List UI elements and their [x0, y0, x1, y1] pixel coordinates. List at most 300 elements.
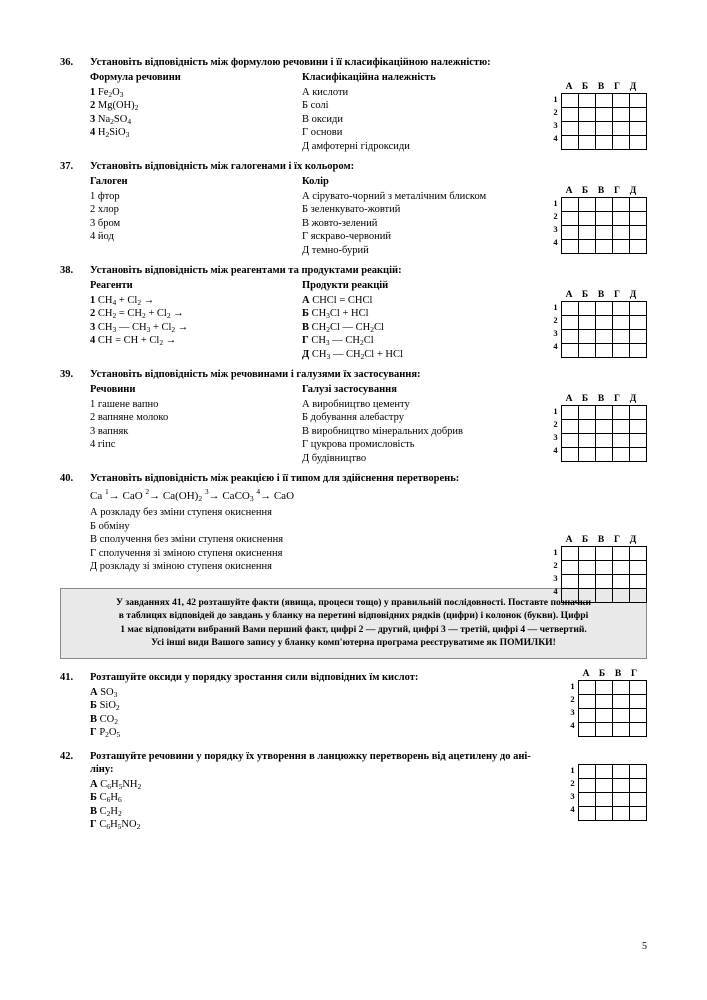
- grid-cell[interactable]: [630, 136, 647, 150]
- grid-cell[interactable]: [630, 330, 647, 344]
- grid-cell[interactable]: [613, 589, 630, 603]
- table-row[interactable]: [562, 589, 647, 603]
- grid-letter-g: Г: [613, 82, 621, 92]
- task-40-grid-table[interactable]: [561, 546, 647, 603]
- grid-cell[interactable]: [613, 226, 630, 240]
- grid-cell[interactable]: [630, 792, 647, 806]
- table-row[interactable]: [562, 136, 647, 150]
- grid-cell[interactable]: [613, 122, 630, 136]
- table-row[interactable]: [562, 302, 647, 316]
- task-42: [60, 750, 647, 832]
- grid-cell[interactable]: [630, 420, 647, 434]
- grid-cell[interactable]: [562, 406, 579, 420]
- task-37-grid-letters: [561, 186, 647, 197]
- task-39-title: Установіть відповідність між речовинами і галузями їх застосування:: [90, 369, 421, 380]
- task-38-right-item-b: Б $CH_3Cl$ + HCl: [302, 308, 369, 320]
- table-row[interactable]: [562, 212, 647, 226]
- grid-cell[interactable]: [630, 547, 647, 561]
- grid-cell[interactable]: [579, 575, 596, 589]
- grid-cell[interactable]: [579, 330, 596, 344]
- grid-cell[interactable]: [630, 94, 647, 108]
- grid-row-1: 1: [570, 680, 575, 691]
- task-42-title: Розташуйте речовини у порядку їх утворення в ланцюжку перетворень від ацетилену до ані-: [90, 750, 531, 762]
- task-39-right-item-g: Г цукрова промисловість: [302, 439, 415, 450]
- task-37-grid-table[interactable]: [561, 197, 647, 254]
- task-39-right-item-a: А виробництво цементу: [302, 398, 410, 410]
- grid-cell[interactable]: [596, 575, 613, 589]
- grid-letter-b: Б: [581, 535, 589, 545]
- grid-cell[interactable]: [579, 406, 596, 420]
- table-row[interactable]: [562, 198, 647, 212]
- task-42-answer-grid[interactable]: [567, 764, 647, 821]
- task-41-option-g: Г $P_2O_5$: [90, 727, 121, 739]
- task-36-left-item-3: 3 $Na_2SO_4$: [90, 113, 132, 126]
- task-40-number: 40.: [60, 473, 74, 484]
- grid-cell[interactable]: [613, 316, 630, 330]
- table-row[interactable]: [579, 694, 647, 708]
- grid-cell[interactable]: [630, 575, 647, 589]
- grid-cell[interactable]: [613, 547, 630, 561]
- grid-letter-b: Б: [598, 668, 606, 679]
- grid-cell[interactable]: [630, 240, 647, 254]
- grid-cell[interactable]: [630, 316, 647, 330]
- table-row[interactable]: [579, 722, 647, 736]
- grid-cell[interactable]: [579, 778, 596, 792]
- task-36-right-header: Класифікаційна належність: [302, 72, 436, 83]
- grid-cell[interactable]: [630, 764, 647, 778]
- task-36-grid-table[interactable]: [561, 93, 647, 150]
- grid-cell[interactable]: [630, 589, 647, 603]
- task-38-title: Установіть відповідність між реагентами та продуктами реакцій:: [90, 265, 402, 276]
- grid-cell[interactable]: [596, 806, 613, 820]
- grid-cell[interactable]: [579, 680, 596, 694]
- grid-letter-d: Д: [629, 186, 637, 196]
- task-38-heading: [60, 264, 647, 277]
- task-36-left-item-4: 4 $H_2SiO_3$: [90, 127, 130, 139]
- grid-cell[interactable]: [596, 108, 613, 122]
- grid-cell[interactable]: [613, 806, 630, 820]
- task-38-right-item-g: Г $CH_3$ — $CH_2Cl$: [302, 335, 374, 347]
- grid-cell[interactable]: [579, 94, 596, 108]
- grid-cell[interactable]: [562, 575, 579, 589]
- task-37-left-header: Галоген: [90, 176, 128, 187]
- task-37-left-item-2: 2 хлор: [90, 204, 119, 215]
- grid-cell[interactable]: [630, 694, 647, 708]
- grid-cell[interactable]: [562, 136, 579, 150]
- task-42-grid-rownums: [567, 764, 578, 821]
- grid-row-2: 2: [553, 107, 558, 117]
- grid-cell[interactable]: [630, 806, 647, 820]
- grid-letter-a: А: [565, 290, 573, 300]
- grid-cell[interactable]: [596, 680, 613, 694]
- grid-letter-v: В: [597, 394, 605, 404]
- instruction-note-line-2: в таблицях відповідей до завдань у бланку на перетині відповідних рядків (цифри) і колонок (букви). Цифрі: [118, 610, 589, 621]
- task-40-option-d: Д розкладу зі зміною ступеня окиснення: [90, 561, 272, 572]
- grid-cell[interactable]: [630, 226, 647, 240]
- grid-cell[interactable]: [562, 198, 579, 212]
- grid-cell[interactable]: [630, 212, 647, 226]
- table-row[interactable]: [579, 806, 647, 820]
- task-36-left-item-1: 1 $Fe_2O_3$: [90, 86, 124, 99]
- task-39-left-item-4: 4 гіпс: [90, 439, 116, 450]
- task-38-grid-table[interactable]: [561, 301, 647, 358]
- grid-row-4: 4: [553, 445, 558, 455]
- grid-cell[interactable]: [579, 764, 596, 778]
- grid-letter-v: В: [614, 668, 622, 679]
- task-41-heading: [60, 668, 647, 684]
- grid-cell[interactable]: [562, 226, 579, 240]
- grid-cell[interactable]: [613, 434, 630, 448]
- task-38-left-header: Реагенти: [90, 280, 133, 291]
- grid-cell[interactable]: [613, 694, 630, 708]
- task-41-title: Розташуйте оксиди у порядку зростання сили відповідних їм кислот:: [90, 671, 419, 683]
- grid-letter-b: Б: [581, 82, 589, 92]
- task-40-option-b: Б обміну: [90, 520, 130, 532]
- table-row[interactable]: [562, 240, 647, 254]
- table-row[interactable]: [562, 434, 647, 448]
- grid-cell[interactable]: [579, 547, 596, 561]
- task-39-right-item-b: Б добування алебастру: [302, 412, 405, 423]
- table-row[interactable]: [562, 316, 647, 330]
- grid-row-4: 4: [570, 719, 575, 730]
- task-39: [60, 368, 647, 465]
- grid-cell[interactable]: [579, 420, 596, 434]
- grid-cell[interactable]: [630, 198, 647, 212]
- grid-row-2: 2: [553, 419, 558, 429]
- grid-cell[interactable]: [562, 94, 579, 108]
- grid-letter-v: В: [597, 82, 605, 92]
- task-36-answer-grid[interactable]: [550, 82, 647, 150]
- grid-cell[interactable]: [630, 561, 647, 575]
- grid-cell[interactable]: [596, 589, 613, 603]
- task-38-grid-letters: [561, 290, 647, 301]
- grid-row-4: 4: [570, 803, 575, 814]
- grid-cell[interactable]: [562, 344, 579, 358]
- task-41-grid-rownums: [567, 680, 578, 737]
- task-37-title: Установіть відповідність між галогенами і їх кольором:: [90, 161, 355, 172]
- grid-cell[interactable]: [562, 212, 579, 226]
- grid-cell[interactable]: [630, 434, 647, 448]
- grid-cell[interactable]: [579, 708, 596, 722]
- table-row[interactable]: [562, 344, 647, 358]
- grid-cell[interactable]: [613, 108, 630, 122]
- grid-cell[interactable]: [562, 108, 579, 122]
- task-36-right-item-b: Б солі: [302, 100, 329, 111]
- grid-cell[interactable]: [630, 108, 647, 122]
- grid-letter-a: А: [565, 186, 573, 196]
- table-row[interactable]: [562, 561, 647, 575]
- table-row[interactable]: [562, 108, 647, 122]
- task-38-number: 38.: [60, 265, 74, 276]
- grid-cell[interactable]: [613, 330, 630, 344]
- task-36-right-item-v: В оксиди: [302, 113, 343, 125]
- grid-cell[interactable]: [613, 575, 630, 589]
- grid-cell[interactable]: [596, 406, 613, 420]
- task-38-right-item-v: В $CH_2Cl$ — $CH_2Cl$: [302, 321, 384, 334]
- task-39-left-item-2: 2 вапняне молоко: [90, 412, 169, 423]
- table-row[interactable]: [562, 420, 647, 434]
- grid-cell[interactable]: [630, 344, 647, 358]
- grid-cell[interactable]: [596, 122, 613, 136]
- grid-row-3: 3: [553, 328, 558, 338]
- grid-cell[interactable]: [579, 694, 596, 708]
- grid-cell[interactable]: [630, 302, 647, 316]
- grid-cell[interactable]: [613, 420, 630, 434]
- instruction-note-line-3: 1 має відповідати вибраний Вами перший факт, цифрі 2 — другий, цифрі 3 — третій, цифрі 4 — четвертий.: [120, 623, 587, 635]
- grid-row-2: 2: [553, 315, 558, 325]
- task-41-answer-grid[interactable]: [567, 669, 647, 737]
- grid-cell[interactable]: [562, 561, 579, 575]
- task-36-left-header: Формула речовини: [90, 72, 181, 83]
- task-39-grid-table[interactable]: [561, 405, 647, 462]
- grid-cell[interactable]: [596, 198, 613, 212]
- grid-cell[interactable]: [613, 778, 630, 792]
- task-42-option-a: А $C_6H_5NH_2$: [90, 778, 142, 791]
- grid-row-1: 1: [553, 94, 558, 104]
- grid-cell[interactable]: [613, 792, 630, 806]
- table-row[interactable]: [562, 94, 647, 108]
- grid-cell[interactable]: [596, 302, 613, 316]
- grid-cell[interactable]: [596, 561, 613, 575]
- grid-cell[interactable]: [630, 680, 647, 694]
- grid-cell[interactable]: [579, 122, 596, 136]
- instruction-note-line-4: Усі інші види Вашого запису у бланку комп'ютерна програма реєструватиме як ПОМИЛКИ!: [151, 637, 556, 648]
- table-row[interactable]: [562, 406, 647, 420]
- table-row[interactable]: [579, 708, 647, 722]
- task-40-grid-rownums: [550, 546, 561, 603]
- grid-cell[interactable]: [596, 764, 613, 778]
- table-row[interactable]: [562, 330, 647, 344]
- grid-row-3: 3: [570, 706, 575, 717]
- grid-cell[interactable]: [579, 226, 596, 240]
- grid-cell[interactable]: [562, 547, 579, 561]
- grid-cell[interactable]: [596, 316, 613, 330]
- grid-cell[interactable]: [613, 302, 630, 316]
- grid-cell[interactable]: [596, 212, 613, 226]
- grid-cell[interactable]: [613, 198, 630, 212]
- task-42-option-b: Б $C_6H_6$: [90, 792, 122, 804]
- task-41-option-a: А $SO_3$: [90, 686, 118, 699]
- task-41-grid-table[interactable]: [578, 680, 647, 737]
- grid-row-4: 4: [553, 133, 558, 143]
- task-38-left-item-2: 2 $CH_2 = CH_2 + Cl_2$ →: [90, 308, 184, 320]
- task-38-answer-grid[interactable]: [550, 290, 647, 358]
- page-number: 5: [642, 941, 647, 952]
- grid-cell[interactable]: [579, 240, 596, 254]
- grid-cell[interactable]: [596, 226, 613, 240]
- task-38-right-item-a: А CHCl = CHCl: [302, 294, 373, 306]
- grid-cell[interactable]: [596, 778, 613, 792]
- task-40-title: Установіть відповідність між реакцією і її типом для здійснення перетворень:: [90, 473, 460, 484]
- grid-cell[interactable]: [562, 122, 579, 136]
- grid-letter-v: В: [597, 186, 605, 196]
- grid-cell[interactable]: [596, 344, 613, 358]
- grid-cell[interactable]: [596, 792, 613, 806]
- grid-row-1: 1: [553, 302, 558, 312]
- task-36-left-item-2: 2 $Mg(OH)_2$: [90, 100, 139, 112]
- grid-letter-a: А: [582, 668, 590, 679]
- grid-cell[interactable]: [579, 434, 596, 448]
- grid-row-1: 1: [553, 198, 558, 208]
- task-41-number: 41.: [60, 671, 74, 683]
- grid-cell[interactable]: [579, 316, 596, 330]
- grid-cell[interactable]: [562, 316, 579, 330]
- grid-cell[interactable]: [562, 330, 579, 344]
- grid-row-2: 2: [553, 560, 558, 570]
- grid-cell[interactable]: [562, 589, 579, 603]
- grid-cell[interactable]: [579, 589, 596, 603]
- grid-row-3: 3: [570, 790, 575, 801]
- task-39-answer-grid[interactable]: [550, 394, 647, 462]
- grid-cell[interactable]: [613, 764, 630, 778]
- grid-row-1: 1: [553, 547, 558, 557]
- task-36: [60, 56, 647, 153]
- grid-cell[interactable]: [613, 406, 630, 420]
- grid-cell[interactable]: [596, 694, 613, 708]
- task-42-grid-table[interactable]: [578, 764, 647, 821]
- grid-cell[interactable]: [630, 122, 647, 136]
- task-36-right-item-d: Д амфотерні гідроксиди: [302, 140, 410, 152]
- task-39-left-header: Речовини: [90, 384, 136, 395]
- task-37: [60, 160, 647, 257]
- task-37-left-item-3: 3 бром: [90, 217, 121, 229]
- grid-cell[interactable]: [613, 680, 630, 694]
- table-row[interactable]: [562, 448, 647, 462]
- grid-cell[interactable]: [630, 448, 647, 462]
- grid-cell[interactable]: [562, 240, 579, 254]
- table-row[interactable]: [562, 226, 647, 240]
- task-39-right-header: Галузі застосування: [302, 384, 397, 395]
- grid-cell[interactable]: [579, 722, 596, 736]
- task-36-grid-rownums: [550, 93, 561, 150]
- grid-cell[interactable]: [613, 561, 630, 575]
- grid-row-1: 1: [553, 406, 558, 416]
- grid-cell[interactable]: [596, 448, 613, 462]
- task-36-heading: [60, 56, 647, 69]
- table-row[interactable]: [579, 764, 647, 778]
- grid-cell[interactable]: [596, 708, 613, 722]
- grid-cell[interactable]: [562, 302, 579, 316]
- task-39-left-item-3: 3 вапняк: [90, 425, 129, 437]
- grid-cell[interactable]: [613, 448, 630, 462]
- task-39-left-item-1: 1 гашене вапно: [90, 398, 159, 410]
- grid-cell[interactable]: [579, 302, 596, 316]
- grid-cell[interactable]: [630, 778, 647, 792]
- grid-letter-g: Г: [613, 290, 621, 300]
- table-row[interactable]: [562, 575, 647, 589]
- task-40-heading: [60, 472, 647, 485]
- grid-cell[interactable]: [596, 420, 613, 434]
- table-row[interactable]: [562, 547, 647, 561]
- task-40-answer-grid[interactable]: [550, 535, 647, 603]
- grid-cell[interactable]: [579, 448, 596, 462]
- task-40: [60, 472, 647, 596]
- task-38-grid-rownums: [550, 301, 561, 358]
- grid-row-4: 4: [553, 341, 558, 351]
- grid-cell[interactable]: [613, 136, 630, 150]
- grid-cell[interactable]: [630, 722, 647, 736]
- grid-cell[interactable]: [596, 330, 613, 344]
- grid-letter-d: Д: [629, 290, 637, 300]
- task-38-left-item-4: 4 CH = CH + $Cl_2$ →: [90, 335, 177, 347]
- grid-cell[interactable]: [579, 198, 596, 212]
- task-42-title-cont: ліну:: [90, 763, 114, 775]
- task-37-right-item-v: В жовто-зелений: [302, 217, 378, 229]
- grid-row-1: 1: [570, 764, 575, 775]
- task-37-grid-rownums: [550, 197, 561, 254]
- task-37-right-header: Колір: [302, 176, 329, 187]
- task-37-right-item-d: Д темно-бурий: [302, 244, 369, 256]
- grid-cell[interactable]: [579, 136, 596, 150]
- task-37-right-item-b: Б зеленкувато-жовтий: [302, 204, 401, 215]
- grid-cell[interactable]: [579, 344, 596, 358]
- task-37-answer-grid[interactable]: [550, 186, 647, 254]
- grid-row-4: 4: [553, 237, 558, 247]
- grid-letter-g: Г: [613, 186, 621, 196]
- grid-row-3: 3: [553, 224, 558, 234]
- grid-cell[interactable]: [579, 108, 596, 122]
- grid-cell[interactable]: [596, 722, 613, 736]
- table-row[interactable]: [579, 792, 647, 806]
- grid-cell[interactable]: [596, 240, 613, 254]
- grid-cell[interactable]: [596, 94, 613, 108]
- grid-cell[interactable]: [613, 94, 630, 108]
- grid-cell[interactable]: [596, 547, 613, 561]
- grid-cell[interactable]: [562, 434, 579, 448]
- grid-cell[interactable]: [613, 344, 630, 358]
- grid-cell[interactable]: [596, 136, 613, 150]
- grid-cell[interactable]: [562, 420, 579, 434]
- task-38-left-item-3: 3 $CH_3$ — $CH_3 + Cl_2$ →: [90, 321, 189, 334]
- task-37-left-item-4: 4 йод: [90, 231, 114, 242]
- grid-letter-b: Б: [581, 186, 589, 196]
- task-38: [60, 264, 647, 361]
- table-row[interactable]: [579, 680, 647, 694]
- task-41-option-b: Б SiO$_2$: [90, 700, 120, 712]
- task-38-right-header: Продукти реакцій: [302, 280, 389, 291]
- task-39-right-item-v: В виробництво мінеральних добрив: [302, 425, 464, 437]
- task-42-number: 42.: [60, 750, 74, 762]
- grid-cell[interactable]: [613, 708, 630, 722]
- task-36-title: Установіть відповідність між формулою речовини і її класифікаційною належністю:: [90, 57, 491, 68]
- grid-cell[interactable]: [613, 212, 630, 226]
- grid-cell[interactable]: [579, 806, 596, 820]
- table-row[interactable]: [579, 778, 647, 792]
- task-39-grid-rownums: [550, 405, 561, 462]
- task-40-transformation-chain: Ca $^1$→ CaO $^2\to Ca(OH)_2$ $^3$→ CaCO$_3$ $^4$→ CaO: [90, 487, 295, 503]
- grid-letter-a: А: [565, 82, 573, 92]
- grid-letter-v: В: [597, 290, 605, 300]
- grid-cell[interactable]: [579, 792, 596, 806]
- task-41-option-v: В $CO_2$: [90, 713, 118, 726]
- task-41: [60, 668, 647, 740]
- grid-cell[interactable]: [579, 212, 596, 226]
- grid-cell[interactable]: [579, 561, 596, 575]
- grid-letter-a: А: [565, 394, 573, 404]
- grid-cell[interactable]: [630, 406, 647, 420]
- table-row[interactable]: [562, 122, 647, 136]
- grid-cell[interactable]: [630, 708, 647, 722]
- grid-row-4: 4: [553, 586, 558, 596]
- grid-cell[interactable]: [613, 240, 630, 254]
- grid-cell[interactable]: [613, 722, 630, 736]
- task-37-heading: [60, 160, 647, 173]
- grid-letter-g: Г: [630, 668, 638, 679]
- grid-cell[interactable]: [562, 448, 579, 462]
- grid-cell[interactable]: [596, 434, 613, 448]
- task-36-grid-letters: [561, 82, 647, 93]
- task-38-left-item-1: 1 $CH_4 + Cl_2$ →: [90, 294, 155, 307]
